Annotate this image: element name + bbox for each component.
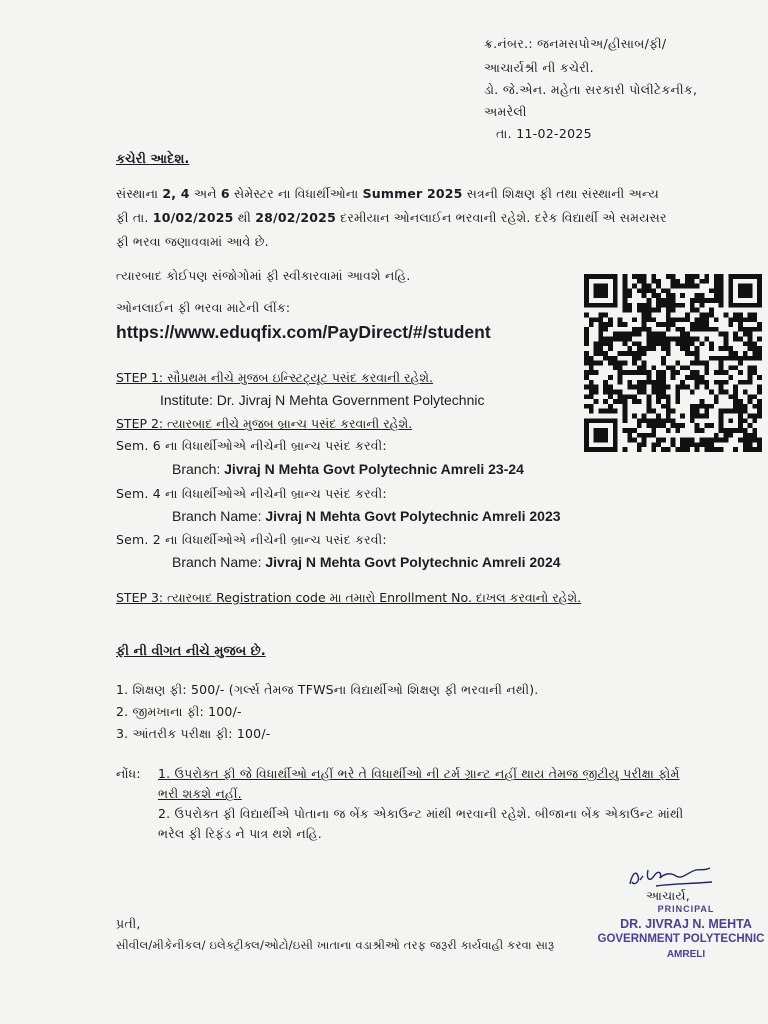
institute-name: ડો. જે.એન. મહેતા સરકારી પોલીટેકનીક, (484, 82, 698, 97)
para1-line3: ફી ભરવા જણાવવામાં આવે છે. (116, 234, 269, 249)
branch-sem4: Branch Name: Jivraj N Mehta Govt Polytechnic Amreli 2023 (172, 508, 561, 524)
fee-title: ફી ની વીગત નીચે મુજબ છે. (116, 644, 266, 659)
step2: STEP 2: ત્યારબાદ નીચે મુજબ બ્રાન્ચ પસંદ કરવાની રહેશે. (116, 416, 413, 431)
ref-number: ક્ર.નંબર.: જનમસપોઅ/હીસાબ/ફી/ (484, 36, 667, 51)
office-name: આચાર્યશ્રી ની કચેરી. (484, 60, 594, 75)
recipients: સીવીલ/મીકેનીકલ/ ઇલેક્ટ્રીક્લ/ઓટો/ઇસી ખાતાના વડાશ્રીઓ તરફ જરૂરી કાર્યવાહી કરવા સારૂ (116, 938, 555, 952)
principal-stamp (597, 902, 766, 962)
para1-line1: સંસ્થાના 2, 4 અને 6 સેમેસ્ટર ના વિધાર્થીઓના Summer 2025 સત્રની શિક્ષણ ફી તથા સંસ્થાની અન્ય (116, 186, 659, 201)
note-label: નોંધ: (116, 766, 141, 781)
stamp-line: PRINCIPAL (657, 904, 715, 914)
branch-sem2: Branch Name: Jivraj N Mehta Govt Polytechnic Amreli 2024 (172, 554, 561, 570)
stamp-line: AMRELI (666, 949, 706, 960)
date: તા. 11-02-2025 (496, 126, 592, 141)
city: અમરેલી (484, 104, 527, 119)
note-2-line2: ભરેલ ફી રિફંડ ને પાત્ર થશે નહિ. (158, 826, 322, 841)
step3: STEP 3: ત્યારબાદ Registration code મા તમારો Enrollment No. દાખલ કરવાનો રહેશે. (116, 590, 582, 605)
sem6-instruction: Sem. 6 ના વિધાર્થીઓએ નીચેની બ્રાન્ચ પસંદ કરવી: (116, 438, 387, 453)
sem4-instruction: Sem. 4 ના વિધાર્થીઓએ નીચેની બ્રાન્ચ પસંદ કરવી: (116, 486, 387, 501)
branch-sem6: Branch: Jivraj N Mehta Govt Polytechnic Amreli 23-24 (172, 461, 524, 477)
note-1-line2: ભરી શકશે નહીં. (158, 786, 242, 801)
note-2-line1: 2. ઉપરોક્ત ફી વિદ્યાર્થીએ પોતાના જ બેંક એકાઉન્ટ માંથી ભરવાની રહેશે. બીજાના બેંક એકાઉન્ટ માંથી (158, 806, 684, 821)
prati: પ્રતી, (116, 916, 141, 931)
link-label: ઓનલાઈન ફી ભરવા માટેની લીંક: (116, 300, 291, 315)
designation: આચાર્ય, (646, 888, 690, 903)
step1: STEP 1: સૌપ્રથમ નીચે મુજબ ઇન્સ્ટિટ્યૂટ પસંદ કરવાની રહેશે. (116, 370, 433, 385)
note-1-line1: 1. ઉપરોક્ત ફી જે વિધાર્થીઓ નહીં ભરે તે વિધાર્થીઓ ની ટર્મ ગ્રાન્ટ નહીં થાય તેમજ જીટીયુ પરીક્ષા ફોર્મ (158, 766, 680, 781)
para1-line2: ફી તા. 10/02/2025 થી 28/02/2025 દરમીયાન ઓનલાઈન ભરવાની રહેશે. દરેક વિદ્યાર્થી એ સમયસર (116, 210, 667, 225)
sem2-instruction: Sem. 2 ના વિધાર્થીઓએ નીચેની બ્રાન્ચ પસંદ કરવી: (116, 532, 387, 547)
fee-item: 1. શિક્ષણ ફી: 500/- (ગર્લ્સ તેમજ TFWSના વિદ્યાર્થીઓ શિક્ષણ ફી ભરવાની નથી). (116, 682, 539, 697)
institute: Institute: Dr. Jivraj N Mehta Government Polytechnic (160, 392, 485, 408)
page-title: કચેરી આદેશ. (116, 152, 190, 167)
fee-item: 2. જીમખાના ફી: 100/- (116, 704, 242, 719)
payment-link[interactable]: https://www.eduqfix.com/PayDirect/#/student (116, 322, 491, 342)
para2: ત્યારબાદ કોઈપણ સંજોગોમાં ફી સ્વીકારવામાં આવશે નહિ. (116, 268, 411, 283)
qr-code (580, 274, 766, 452)
stamp-line: DR. JIVRAJ N. MEHTA (620, 917, 752, 931)
stamp-line: GOVERNMENT POLYTECHNIC (597, 933, 765, 945)
fee-item: 3. આંતરીક પરીક્ષા ફી: 100/- (116, 726, 271, 741)
